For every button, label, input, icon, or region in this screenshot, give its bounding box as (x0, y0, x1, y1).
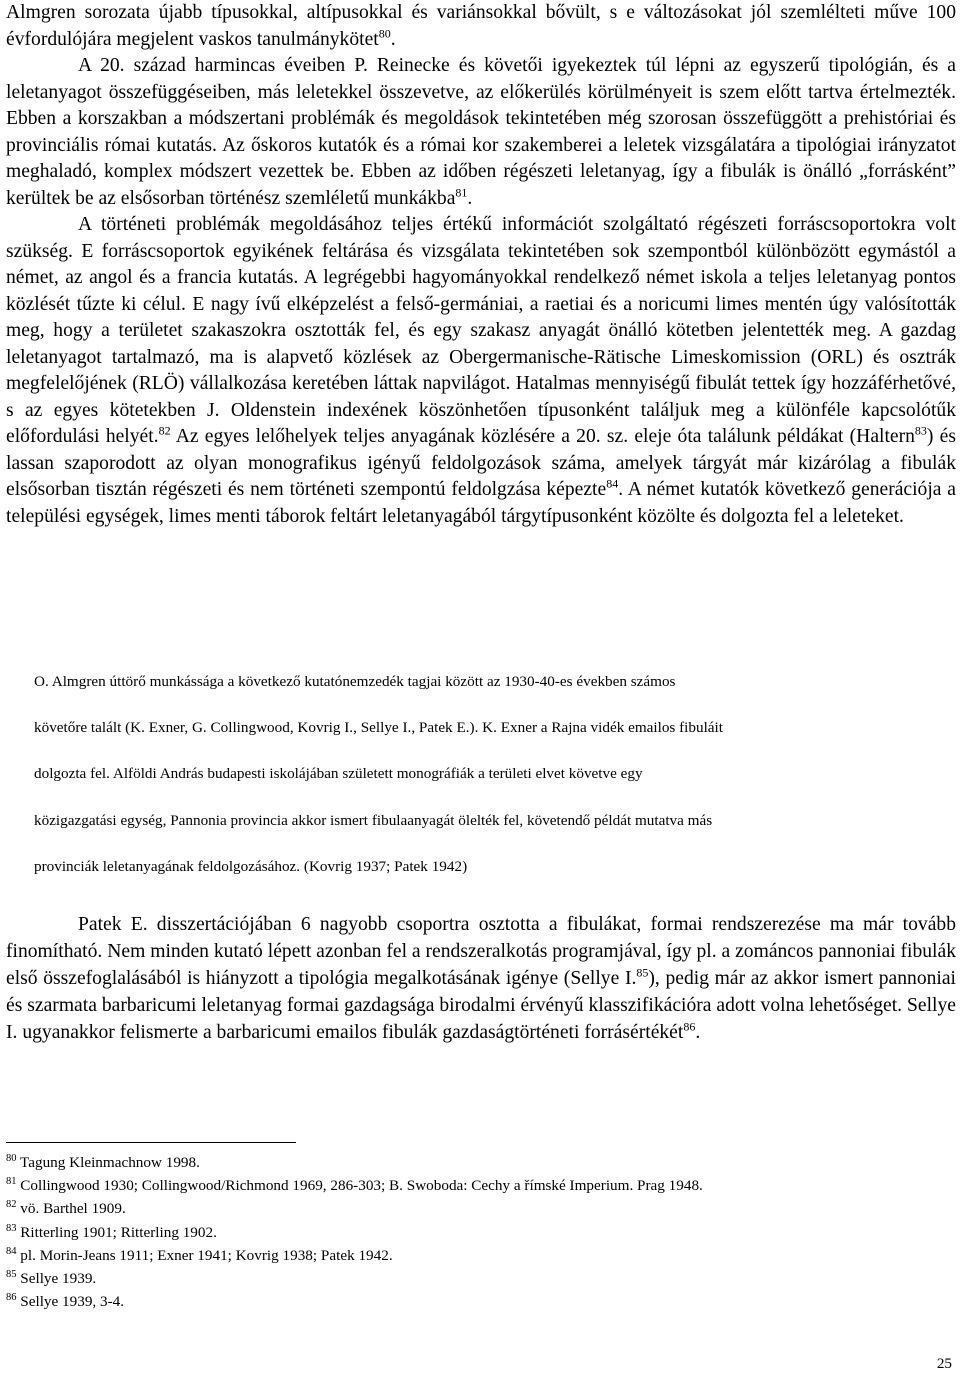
footnote-number: 83 (6, 1222, 17, 1234)
footnote-number: 80 (6, 1152, 17, 1164)
footnote-number: 86 (6, 1292, 17, 1304)
paragraph-text: ), pedig már az akkor ismert pannoniai és szarmata barbaricumi leletanyag formai gazdagsága birodalmi érvényű klasszifikációra adott volna lehetőséget. Sellye I. ugyanakkor felismerte a barbaricumi emailos fibulák gazdaságtörténeti forrásértékét (6, 968, 956, 1043)
footnote-text: pl. Morin-Jeans 1911; Exner 1941; Kovrig 1938; Patek 1942. (20, 1246, 393, 1264)
indented-note-line: provinciák leletanyagának feldolgozásához. (Kovrig 1937; Patek 1942) (34, 858, 468, 875)
indented-note-line: dolgozta fel. Alföldi András budapesti iskolájában született monográfiák a területi elvet követve egy (34, 765, 643, 782)
footnote-number: 84 (6, 1245, 17, 1257)
footnote-text: Tagung Kleinmachnow 1998. (20, 1154, 200, 1171)
footnote-separator (6, 1142, 296, 1143)
page-number: 25 (936, 1355, 952, 1372)
footnote-82 (6, 1197, 946, 1220)
footnote-text: vö. Barthel 1909. (20, 1200, 126, 1218)
footnote-ref-80[interactable]: 80 (378, 25, 391, 40)
footnote-85 (6, 1267, 946, 1290)
footnote-number: 82 (6, 1199, 17, 1211)
paragraph-text: . (695, 1022, 701, 1043)
paragraph-text: A történeti problémák megoldásához teljes értékű információt szolgáltató régészeti forráscsoportokra volt szükség. E forráscsoportok egyikének feltárása és vizsgálata tekintetében sok szempontból különbözött egymástól a német, az angol és a francia kutatás. A legrégebbi hagyományokkal rendelkező német iskola a teljes leletanyag pontos közlését tűzte ki célul. E nagy ívű elképzelést a felső-germániai, a raetiai és a noricumi limes mentén úgy valósították meg, hogy a területet szakaszokra osztották fel, és egy szakasz anyagát önálló kötetben jelentették meg. A gazdag leletanyagot tartalmazó, ma is alapvető közlések az Obergermanische-Rätische Limeskomission (ORL) és osztrák megfelelőjének (RLÖ) vállalkozása keretében láttak napvilágot. Hatalmas mennyiségű fibulát tettek így hozzáférhetővé, s az egyes kötetekben J. Oldenstein indexének köszönhetően típusonként találjuk meg a különféle kapcsolótűk előfordulási helyét. (6, 214, 956, 447)
paragraph-text: A 20. század harmincas éveiben P. Reinecke és követői igyekeztek túl lépni az egyszerű tipológián, és a leletanyagot összefüggéseiben, más leletekkel összevetve, az előkerülés körülményeit is szem előtt tartva értelmezték. Ebben a korszakban a módszertani problémák és megoldások tekintetében még szorosan összefüggött a prehistóriai és provinciális római kutatás. Az őskoros kutatók és a római kor szakemberei a leletek vizsgálatára a tipológiai irányzatot meghaladó, komplex módszert vezettek be. Ebben az időben régészeti leletanyag, így a fibulák is önálló „forrásként” kerültek be az elsősorban történész szemléletű munkákba (6, 55, 956, 209)
footnote-81 (6, 1174, 946, 1197)
footnote-ref-84[interactable]: 84 (606, 476, 619, 491)
footnote-80 (6, 1151, 946, 1174)
footnote-ref-83[interactable]: 83 (914, 423, 927, 438)
footnote-84 (6, 1244, 946, 1267)
paragraph-text: Almgren sorozata újabb típusokkal, altípusokkal és variánsokkal bővült, s e változásokat jól szemlélteti műve 100 évfordulójára megjelent vaskos tanulmánykötet (6, 2, 956, 50)
paragraph-text: . (467, 187, 473, 209)
footnote-number: 85 (6, 1268, 17, 1280)
footnote-ref-85[interactable]: 85 (636, 965, 649, 980)
footnote-text: Collingwood 1930; Collingwood/Richmond 1969, 286-303; B. Swoboda: Cechy a římské Imperium. Prag 1948. (20, 1177, 703, 1195)
body-paragraph-1 (6, 0, 956, 530)
indented-note-line: követőre talált (K. Exner, G. Collingwood, Kovrig I., Sellye I., Patek E.). K. Exner a Rajna vidék emailos fibuláit (34, 719, 723, 736)
paragraph-text: ) és lassan szaporodott az olyan monografikus igényű feldolgozások száma, amelyek tárgyát már kizárólag a fibulák elsősorban tisztán régészeti és nem történeti szempontú feldolgzása képezte (6, 426, 956, 500)
paragraph-text: . (390, 28, 396, 50)
indented-note-line: O. Almgren úttörő munkássága a következő kutatónemzedék tagjai között az 1930-40-es években számos (34, 673, 676, 690)
footnote-text: Sellye 1939. (20, 1270, 97, 1288)
paragraph-text: Az egyes lelőhelyek teljes anyagának közlésére a 20. sz. eleje óta találunk példákat (Haltern (170, 426, 915, 447)
footnote-text: Ritterling 1901; Ritterling 1902. (20, 1223, 217, 1241)
paragraph-text: . A német kutatók következő generációja a települési egységek, limes menti táborok feltárt leletanyagából tárgytípusonként közölte és dolgozta fel a leleteket. (6, 479, 956, 527)
body-paragraph-3 (6, 911, 956, 1046)
footnote-number: 81 (6, 1176, 17, 1188)
indented-note-line: közigazgatási egység, Pannonia provincia akkor ismert fibulaanyagát ölelték fel, követendő példát mutatva más (34, 812, 713, 829)
footnote-text: Sellye 1939, 3-4. (20, 1293, 125, 1311)
footnotes (6, 1151, 946, 1313)
footnote-86 (6, 1290, 946, 1313)
footnote-ref-81[interactable]: 81 (455, 184, 468, 199)
paragraph-text: Patek E. disszertációjában 6 nagyobb csoportra osztotta a fibulákat, formai rendszerezése ma már tovább finomítható. Nem minden kutató lépett azonban fel a rendszeralkotás programjával, így pl. a zománcos pannoniai fibulák első összefoglalásából is hiányzott a tipológia megalkotásának igénye (Sellye I. (6, 914, 956, 989)
footnote-ref-86[interactable]: 86 (683, 1019, 696, 1034)
footnote-ref-82[interactable]: 82 (158, 423, 171, 438)
footnote-83 (6, 1221, 946, 1244)
